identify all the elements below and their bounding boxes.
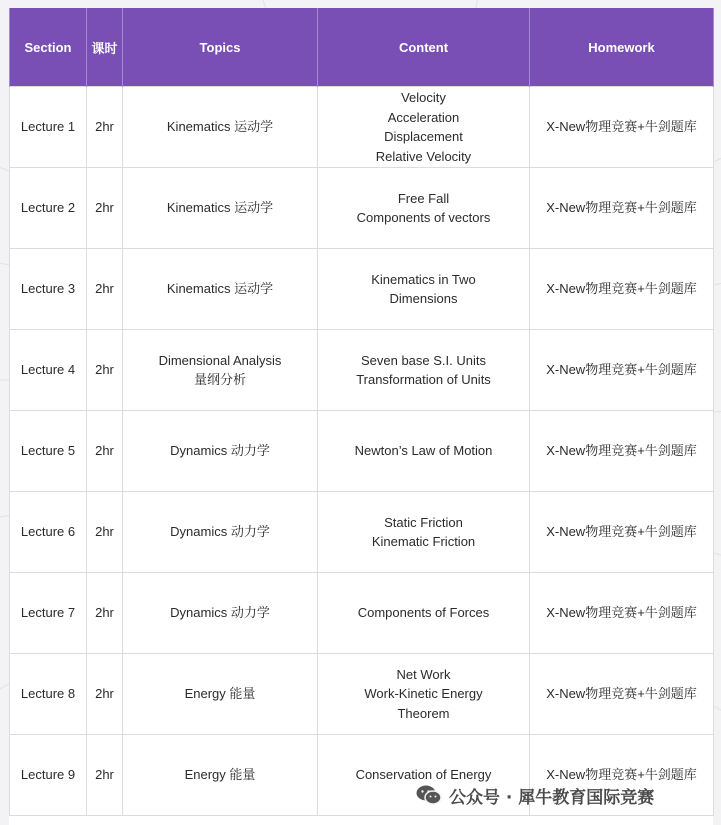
cell-content-line: Net Work <box>396 666 451 682</box>
syllabus-table <box>9 8 714 816</box>
cell-section: Lecture 1 <box>10 87 87 168</box>
cell-content-line: Velocity <box>401 90 446 105</box>
table-body <box>10 87 714 816</box>
cell-topics-line: Dimensional Analysis <box>158 352 282 368</box>
cell-content-line: Static Friction <box>384 514 463 530</box>
cell-section: Lecture 2 <box>10 168 87 249</box>
cell-topics <box>123 411 318 492</box>
cell-content-line: Displacement <box>384 129 463 144</box>
cell-topics-line: Dynamics 动力学 <box>170 605 270 621</box>
cell-topics <box>123 573 318 654</box>
cell-topics <box>123 654 318 735</box>
cell-topics <box>123 87 318 168</box>
cell-content <box>318 492 530 573</box>
cell-section: Lecture 5 <box>10 411 87 492</box>
syllabus-table-container <box>9 8 713 825</box>
cell-homework: X-New物理竞赛+牛剑题库 <box>530 654 714 735</box>
cell-hours: 2hr <box>87 573 123 654</box>
cell-homework: X-New物理竞赛+牛剑题库 <box>530 411 714 492</box>
cell-section: Lecture 4 <box>10 330 87 411</box>
cell-hours: 2hr <box>87 330 123 411</box>
cell-hours: 2hr <box>87 492 123 573</box>
cell-section: Lecture 6 <box>10 492 87 573</box>
header-hours: 课时 <box>87 8 123 87</box>
cell-topics <box>123 249 318 330</box>
cell-section: Lecture 3 <box>10 249 87 330</box>
table-row <box>10 249 714 330</box>
cell-topics-line: Kinematics 运动学 <box>166 119 274 135</box>
table-row <box>10 654 714 735</box>
cell-topics <box>123 168 318 249</box>
cell-content-line: Free Fall <box>397 190 450 206</box>
cell-content <box>318 168 530 249</box>
cell-homework: X-New物理竞赛+牛剑题库 <box>530 735 714 816</box>
cell-hours: 2hr <box>87 168 123 249</box>
cell-topics-line: Dynamics 动力学 <box>170 524 270 540</box>
cell-homework: X-New物理竞赛+牛剑题库 <box>530 249 714 330</box>
wechat-icon <box>415 784 443 806</box>
cell-topics-line: Energy 能量 <box>184 686 256 702</box>
cell-section: Lecture 7 <box>10 573 87 654</box>
cell-content-line: Kinematics in Two <box>371 271 476 287</box>
table-row <box>10 87 714 168</box>
cell-content-line: Newton’s Law of Motion <box>354 443 493 459</box>
cell-content-line: Components of vectors <box>356 210 491 225</box>
cell-content <box>318 330 530 411</box>
watermark <box>415 780 654 810</box>
table-row <box>10 573 714 654</box>
cell-hours: 2hr <box>87 654 123 735</box>
cell-content <box>318 654 530 735</box>
cell-homework: X-New物理竞赛+牛剑题库 <box>530 330 714 411</box>
cell-content-line: Conservation of Energy <box>355 767 492 783</box>
cell-hours: 2hr <box>87 249 123 330</box>
table-row <box>10 168 714 249</box>
cell-content <box>318 411 530 492</box>
cell-content-line: Theorem <box>397 705 450 721</box>
cell-content-line: Kinematic Friction <box>371 534 476 549</box>
header-topics: Topics <box>123 8 318 87</box>
cell-homework: X-New物理竞赛+牛剑题库 <box>530 492 714 573</box>
cell-content <box>318 573 530 654</box>
table-row <box>10 492 714 573</box>
cell-homework: X-New物理竞赛+牛剑题库 <box>530 87 714 168</box>
header-homework: Homework <box>530 8 714 87</box>
table-row <box>10 330 714 411</box>
cell-section: Lecture 9 <box>10 735 87 816</box>
cell-content-line: Dimensions <box>389 291 458 306</box>
table-row <box>10 411 714 492</box>
cell-topics-line: Energy 能量 <box>184 767 256 783</box>
cell-content-line: Components of Forces <box>357 605 490 621</box>
watermark-text: 公众号 · 犀牛教育国际竞赛 <box>449 787 655 808</box>
cell-topics <box>123 492 318 573</box>
cell-content <box>318 87 530 168</box>
cell-content-line: Acceleration <box>387 109 460 125</box>
cell-homework: X-New物理竞赛+牛剑题库 <box>530 573 714 654</box>
header-section: Section <box>10 8 87 87</box>
cell-topics-line: 量纲分析 <box>193 372 246 387</box>
cell-content <box>318 249 530 330</box>
cell-topics <box>123 330 318 411</box>
cell-homework: X-New物理竞赛+牛剑题库 <box>530 168 714 249</box>
cell-hours: 2hr <box>87 87 123 168</box>
cell-content-line: Transformation of Units <box>356 372 491 387</box>
cell-topics-line: Dynamics 动力学 <box>170 443 270 459</box>
cell-content-line: Relative Velocity <box>375 148 472 164</box>
cell-topics-line: Kinematics 运动学 <box>166 281 274 297</box>
cell-hours: 2hr <box>87 735 123 816</box>
cell-content-line: Seven base S.I. Units <box>360 352 486 368</box>
cell-content-line: Work-Kinetic Energy <box>364 686 483 702</box>
header-content: Content <box>318 8 530 87</box>
cell-topics <box>123 735 318 816</box>
cell-topics-line: Kinematics 运动学 <box>166 200 274 216</box>
cell-hours: 2hr <box>87 411 123 492</box>
cell-section: Lecture 8 <box>10 654 87 735</box>
table-header-row <box>10 8 714 87</box>
